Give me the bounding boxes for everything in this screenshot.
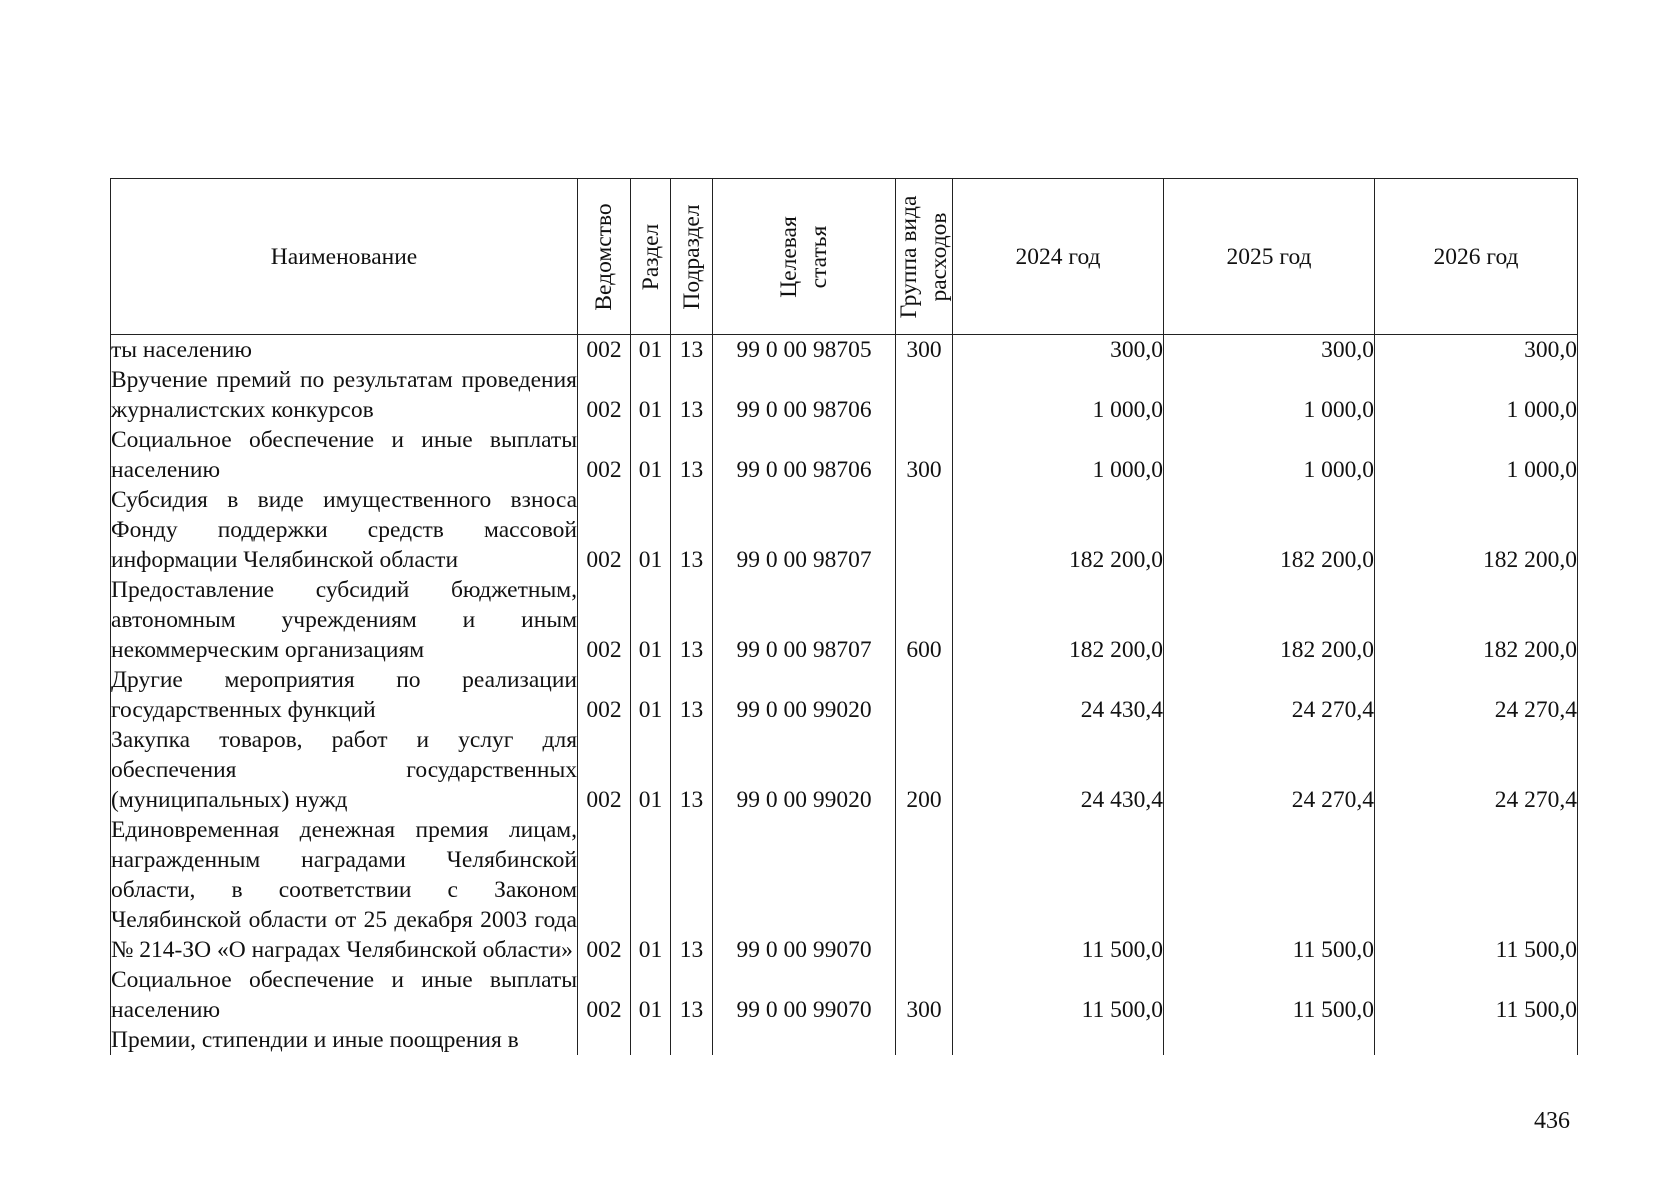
cell-target: 99 0 00 98707 (713, 575, 896, 665)
cell-section (631, 1025, 671, 1055)
cell-subsection: 13 (671, 425, 713, 485)
cell-y2024: 182 200,0 (953, 485, 1164, 575)
cell-subsection: 13 (671, 365, 713, 425)
cell-y2025: 182 200,0 (1164, 485, 1375, 575)
cell-y2026: 24 270,4 (1375, 665, 1578, 725)
cell-group: 300 (896, 335, 953, 366)
cell-y2026: 24 270,4 (1375, 725, 1578, 815)
cell-y2024: 300,0 (953, 335, 1164, 366)
header-row (111, 179, 1578, 335)
cell-name: Социальное обеспечение и иные выплаты населению (111, 967, 577, 1023)
cell-section: 01 (631, 425, 671, 485)
cell-target: 99 0 00 98706 (713, 365, 896, 425)
header-dept-label: Ведомство (591, 202, 617, 311)
cell-section: 01 (631, 815, 671, 965)
cell-y2024: 182 200,0 (953, 575, 1164, 665)
cell-y2026: 182 200,0 (1375, 575, 1578, 665)
table-row (111, 575, 1578, 665)
cell-subsection: 13 (671, 485, 713, 575)
cell-target: 99 0 00 99070 (713, 815, 896, 965)
table-row (111, 665, 1578, 725)
cell-target: 99 0 00 99020 (713, 665, 896, 725)
cell-y2026: 11 500,0 (1375, 815, 1578, 965)
header-2026: 2026 год (1375, 179, 1578, 335)
cell-dept: 002 (578, 665, 631, 725)
cell-name: Единовременная денежная премия лицам, награжденным наградами Челябинской области, в соответствии с Законом Челябинской области от 25 декабря 2003 года № 214-ЗО «О наградах Челябинской области» (111, 817, 577, 963)
cell-group (896, 665, 953, 725)
cell-group (896, 815, 953, 965)
header-subsection (671, 179, 713, 335)
cell-group: 600 (896, 575, 953, 665)
cell-group: 300 (896, 425, 953, 485)
header-dept (578, 179, 631, 335)
cell-dept: 002 (578, 575, 631, 665)
cell-section: 01 (631, 725, 671, 815)
cell-y2025: 24 270,4 (1164, 665, 1375, 725)
cell-subsection: 13 (671, 575, 713, 665)
header-group-label: Группа вида расходов (896, 195, 952, 318)
cell-y2025: 11 500,0 (1164, 965, 1375, 1025)
cell-target: 99 0 00 99020 (713, 725, 896, 815)
cell-name: Субсидия в виде имущественного взноса Фонду поддержки средств массовой информации Челябинской области (111, 487, 577, 573)
cell-dept: 002 (578, 335, 631, 366)
cell-y2025: 11 500,0 (1164, 815, 1375, 965)
header-target (713, 179, 896, 335)
cell-name: Предоставление субсидий бюджетным, автономным учреждениям и иным некоммерческим организациям (111, 577, 577, 663)
cell-y2024: 11 500,0 (953, 815, 1164, 965)
cell-y2026: 182 200,0 (1375, 485, 1578, 575)
header-group (896, 179, 953, 335)
header-section (631, 179, 671, 335)
cell-name: ты населению (111, 335, 578, 366)
table-row (111, 1025, 1578, 1055)
cell-subsection: 13 (671, 965, 713, 1025)
cell-dept: 002 (578, 965, 631, 1025)
cell-subsection: 13 (671, 335, 713, 366)
cell-group: 300 (896, 965, 953, 1025)
header-name: Наименование (111, 179, 578, 335)
page-number: 436 (1534, 1108, 1570, 1134)
cell-group (896, 1025, 953, 1055)
cell-y2024: 24 430,4 (953, 725, 1164, 815)
cell-dept: 002 (578, 485, 631, 575)
table-row (111, 965, 1578, 1025)
table-row (111, 815, 1578, 965)
cell-target: 99 0 00 98707 (713, 485, 896, 575)
cell-section: 01 (631, 485, 671, 575)
cell-y2024: 24 430,4 (953, 665, 1164, 725)
cell-target: 99 0 00 98705 (713, 335, 896, 366)
cell-name: Другие мероприятия по реализации государственных функций (111, 667, 577, 723)
cell-subsection: 13 (671, 665, 713, 725)
cell-section: 01 (631, 335, 671, 366)
cell-name: Вручение премий по результатам проведения журналистских конкурсов (111, 367, 577, 423)
cell-y2025: 182 200,0 (1164, 575, 1375, 665)
cell-y2024: 11 500,0 (953, 965, 1164, 1025)
table-row (111, 365, 1578, 425)
cell-y2026: 1 000,0 (1375, 425, 1578, 485)
cell-y2024 (953, 1025, 1164, 1055)
cell-y2025 (1164, 1025, 1375, 1055)
cell-y2026 (1375, 1025, 1578, 1055)
table-body (111, 335, 1578, 1056)
cell-group: 200 (896, 725, 953, 815)
table-row (111, 725, 1578, 815)
cell-section: 01 (631, 575, 671, 665)
cell-target: 99 0 00 98706 (713, 425, 896, 485)
table-row (111, 335, 1578, 366)
header-section-label: Раздел (637, 223, 664, 290)
cell-subsection (671, 1025, 713, 1055)
cell-dept: 002 (578, 725, 631, 815)
header-subsection-label: Подраздел (678, 203, 705, 310)
cell-target: 99 0 00 99070 (713, 965, 896, 1025)
cell-section: 01 (631, 965, 671, 1025)
cell-y2025: 300,0 (1164, 335, 1375, 366)
cell-subsection: 13 (671, 815, 713, 965)
table-row (111, 485, 1578, 575)
cell-section: 01 (631, 665, 671, 725)
cell-section: 01 (631, 365, 671, 425)
cell-target (713, 1025, 896, 1055)
cell-y2024: 1 000,0 (953, 365, 1164, 425)
header-target-label: Целевая статья (776, 215, 832, 298)
cell-y2026: 1 000,0 (1375, 365, 1578, 425)
header-2025: 2025 год (1164, 179, 1375, 335)
cell-group (896, 365, 953, 425)
table-row (111, 425, 1578, 485)
cell-dept: 002 (578, 815, 631, 965)
cell-y2025: 1 000,0 (1164, 365, 1375, 425)
cell-name: Премии, стипендии и иные поощрения в (111, 1025, 578, 1055)
cell-y2025: 24 270,4 (1164, 725, 1375, 815)
cell-dept: 002 (578, 365, 631, 425)
cell-dept (578, 1025, 631, 1055)
cell-y2026: 300,0 (1375, 335, 1578, 366)
cell-subsection: 13 (671, 725, 713, 815)
cell-y2025: 1 000,0 (1164, 425, 1375, 485)
cell-group (896, 485, 953, 575)
cell-dept: 002 (578, 425, 631, 485)
cell-y2024: 1 000,0 (953, 425, 1164, 485)
cell-y2026: 11 500,0 (1375, 965, 1578, 1025)
budget-table (110, 178, 1578, 1055)
header-2024: 2024 год (953, 179, 1164, 335)
cell-name: Социальное обеспечение и иные выплаты населению (111, 427, 577, 483)
cell-name: Закупка товаров, работ и услуг для обеспечения государственных (муниципальных) нужд (111, 727, 577, 813)
